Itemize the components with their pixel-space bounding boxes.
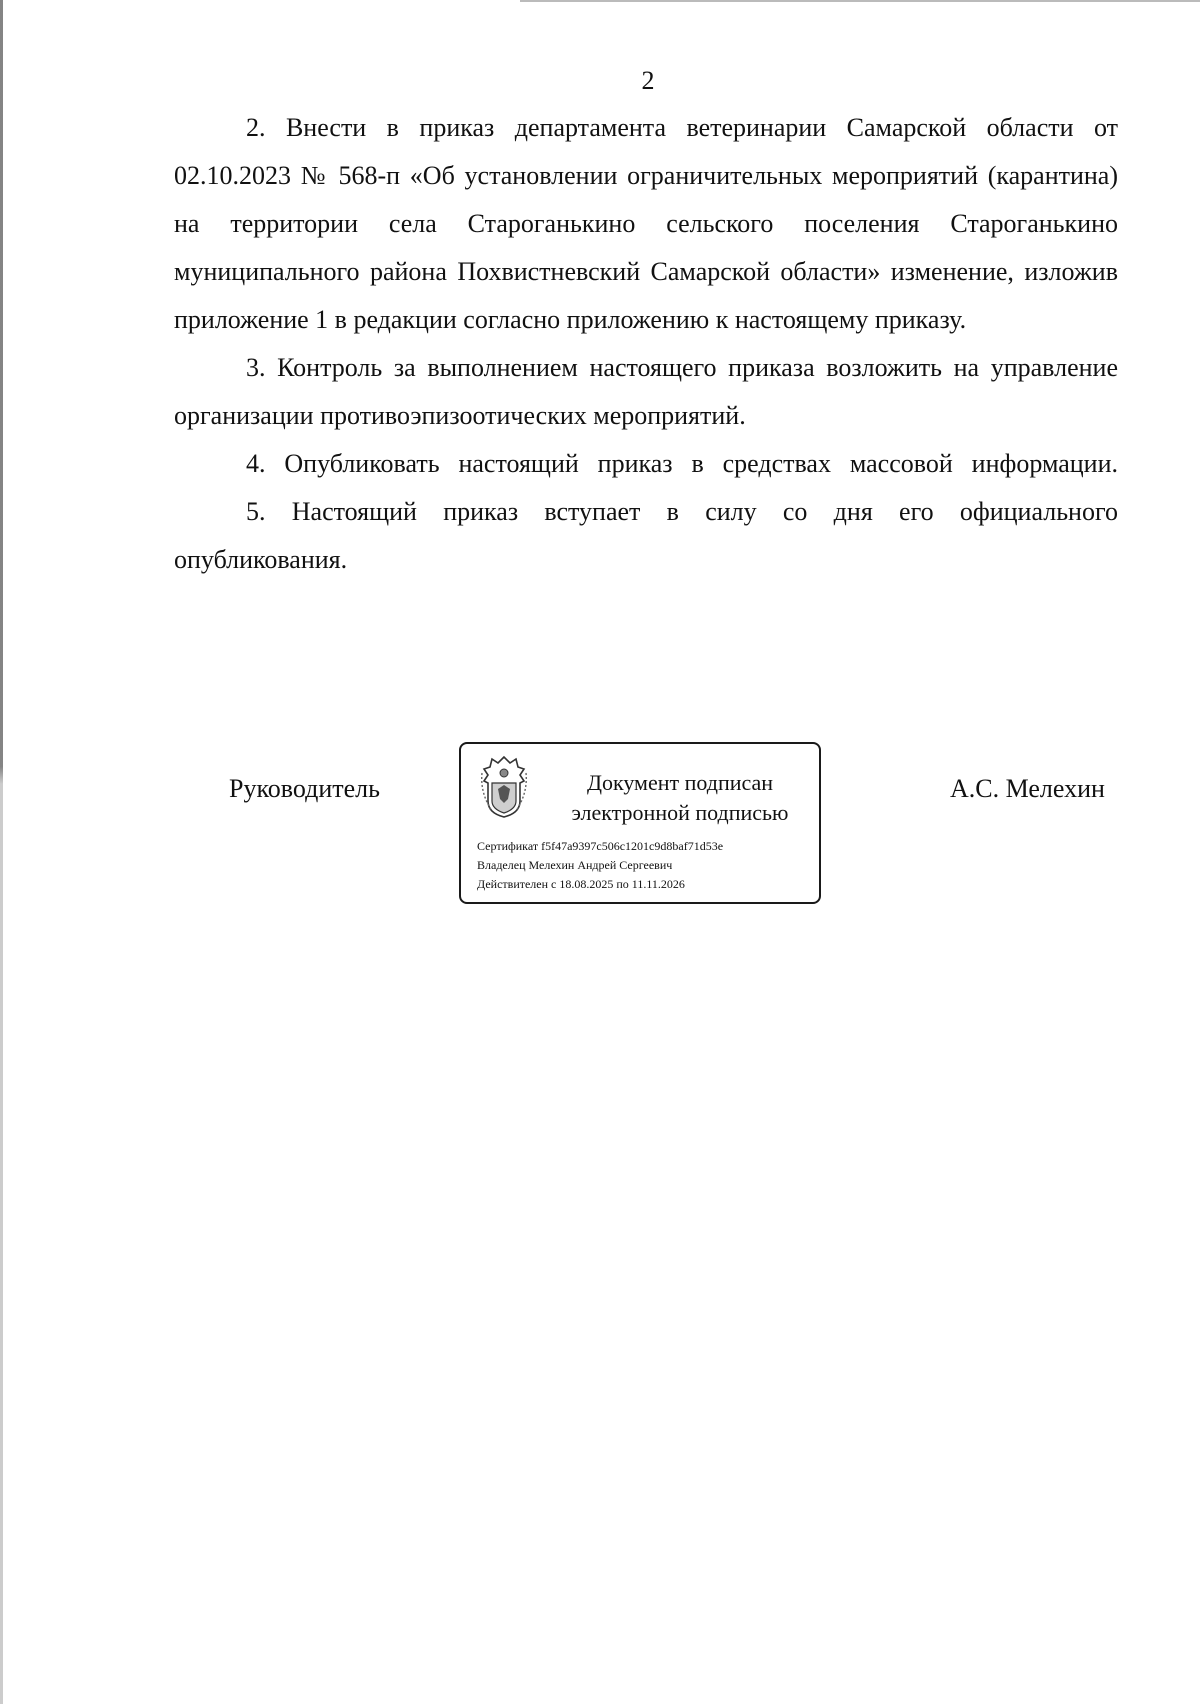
certificate-owner: Владелец Мелехин Андрей Сергеевич — [477, 858, 673, 872]
electronic-signature-stamp — [459, 742, 821, 904]
stamp-heading-line2: электронной подписью — [571, 800, 789, 825]
stamp-heading-line1: Документ подписан — [586, 770, 774, 795]
scan-edge-mark — [0, 0, 3, 1704]
scan-top-line — [520, 0, 1200, 2]
paragraph-2: 2. Внести в приказ департамента ветеринарии Самарской области от 02.10.2023 № 568-п «Об установлении ограничительных мероприятий (карантина) на территории села Староганькино сельского поселения Староганькино муниципального района Похвистневский Самарской области» изменение, изложив приложение 1 в редакции согласно приложению к настоящему приказу. — [174, 113, 1118, 334]
certificate-number: Сертификат f5f47a9397c506c1201c9d8baf71d53e — [477, 839, 724, 853]
stamp-heading — [557, 768, 803, 828]
signatory-position: Руководитель — [229, 774, 380, 803]
order-body — [174, 104, 1118, 584]
paragraph-4: 4. Опубликовать настоящий приказ в средствах массовой информации. — [246, 449, 1118, 478]
certificate-validity: Действителен с 18.08.2025 по 11.11.2026 — [477, 877, 685, 891]
paragraph-3: 3. Контроль за выполнением настоящего приказа возложить на управление организации противоэпизоотических мероприятий. — [174, 353, 1118, 430]
page-number: 2 — [641, 66, 655, 95]
paragraph-5: 5. Настоящий приказ вступает в силу со дня его официального опубликования. — [174, 497, 1118, 574]
stamp-details — [477, 837, 723, 894]
signatory-name: А.С. Мелехин — [950, 774, 1105, 803]
coat-of-arms-icon — [478, 753, 530, 819]
